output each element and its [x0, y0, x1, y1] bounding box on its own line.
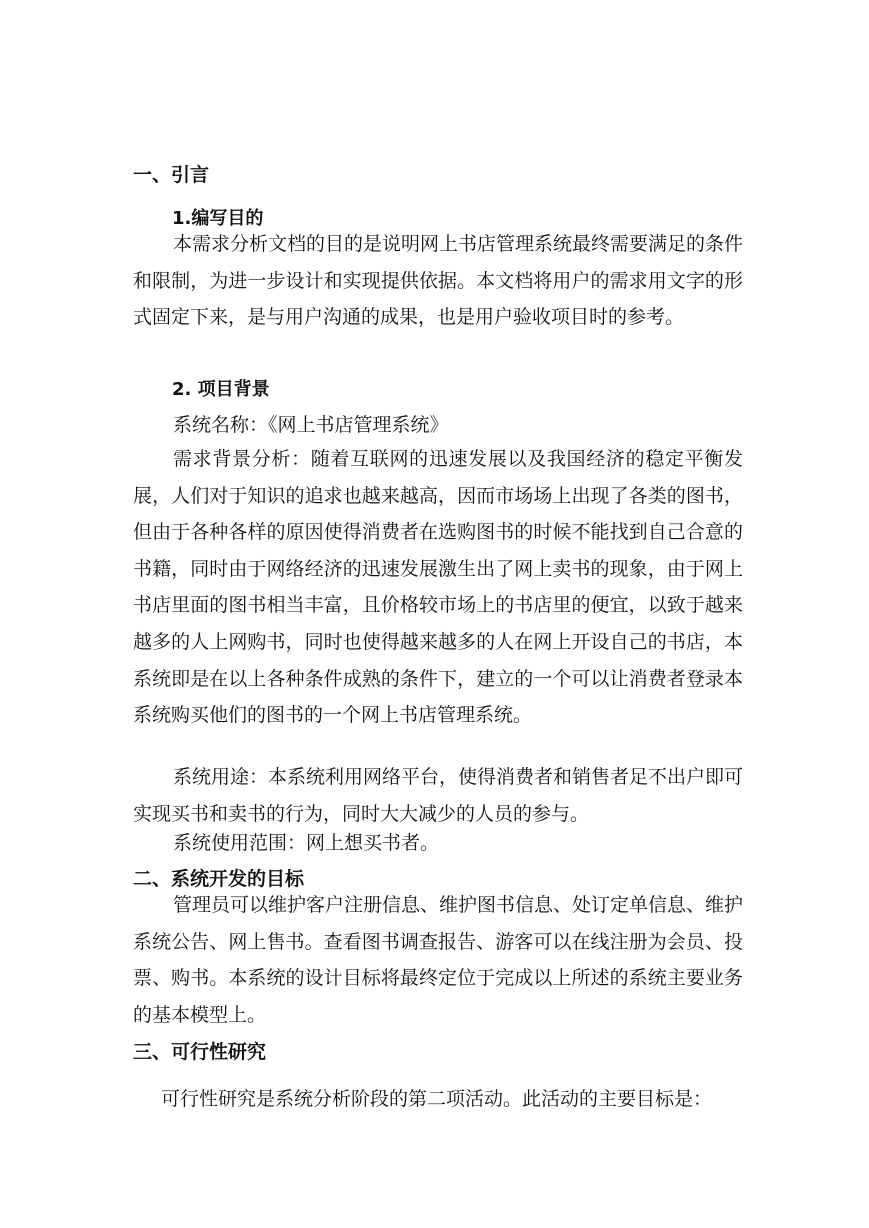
paragraph-goals: 管理员可以维护客户注册信息、维护图书信息、处订定单信息、维护系统公告、网上售书。查看图书调查报告、游客可以在线注册为会员、投票、购书。本系统的设计目标将最终定位于完成以上所述的系统主要业务的基本模型上。	[133, 894, 744, 1026]
section-heading-feasibility: 三、可行性研究	[133, 1041, 267, 1063]
system-scope-line: 系统使用范围：网上想买书者。	[173, 832, 440, 854]
subheading-background: 2. 项目背景	[172, 379, 270, 400]
section-heading-goals: 二、系统开发的目标	[133, 868, 305, 890]
paragraph-feasibility: 可行性研究是系统分析阶段的第二项活动。此活动的主要目标是：	[161, 1088, 713, 1110]
paragraph-background-analysis: 需求背景分析：随着互联网的迅速发展以及我国经济的稳定平衡发展，人们对于知识的追求也越来越高，因而市场场上出现了各类的图书，但由于各种各样的原因使得消费者在选购图书的时候不能找到自己合意的书籍，同时由于网络经济的迅速发展激生出了网上卖书的现象，由于网上书店里面的图书相当丰富，且价格较市场上的书店里的便宜，以致于越来越多的人上网购书，同时也使得越来越多的人在网上开设自己的书店，本系统即是在以上各种条件成熟的条件下，建立的一个可以让消费者登录本系统购买他们的图书的一个网上书店管理系统。	[133, 448, 743, 727]
paragraph-purpose: 本需求分析文档的目的是说明网上书店管理系统最终需要满足的条件和限制，为进一步设计和实现提供依据。本文档将用户的需求用文字的形式固定下来，是与用户沟通的成果，也是用户验收项目时的参考。	[133, 233, 744, 329]
subheading-purpose: 1.编写目的	[172, 208, 264, 229]
system-name-line: 系统名称：《网上书店管理系统》	[173, 414, 449, 436]
section-heading-intro: 一、引言	[133, 164, 210, 186]
paragraph-system-use: 系统用途：本系统利用网络平台，使得消费者和销售者足不出户即可实现买书和卖书的行为，同时大大减少的人员的参与。	[133, 766, 744, 825]
